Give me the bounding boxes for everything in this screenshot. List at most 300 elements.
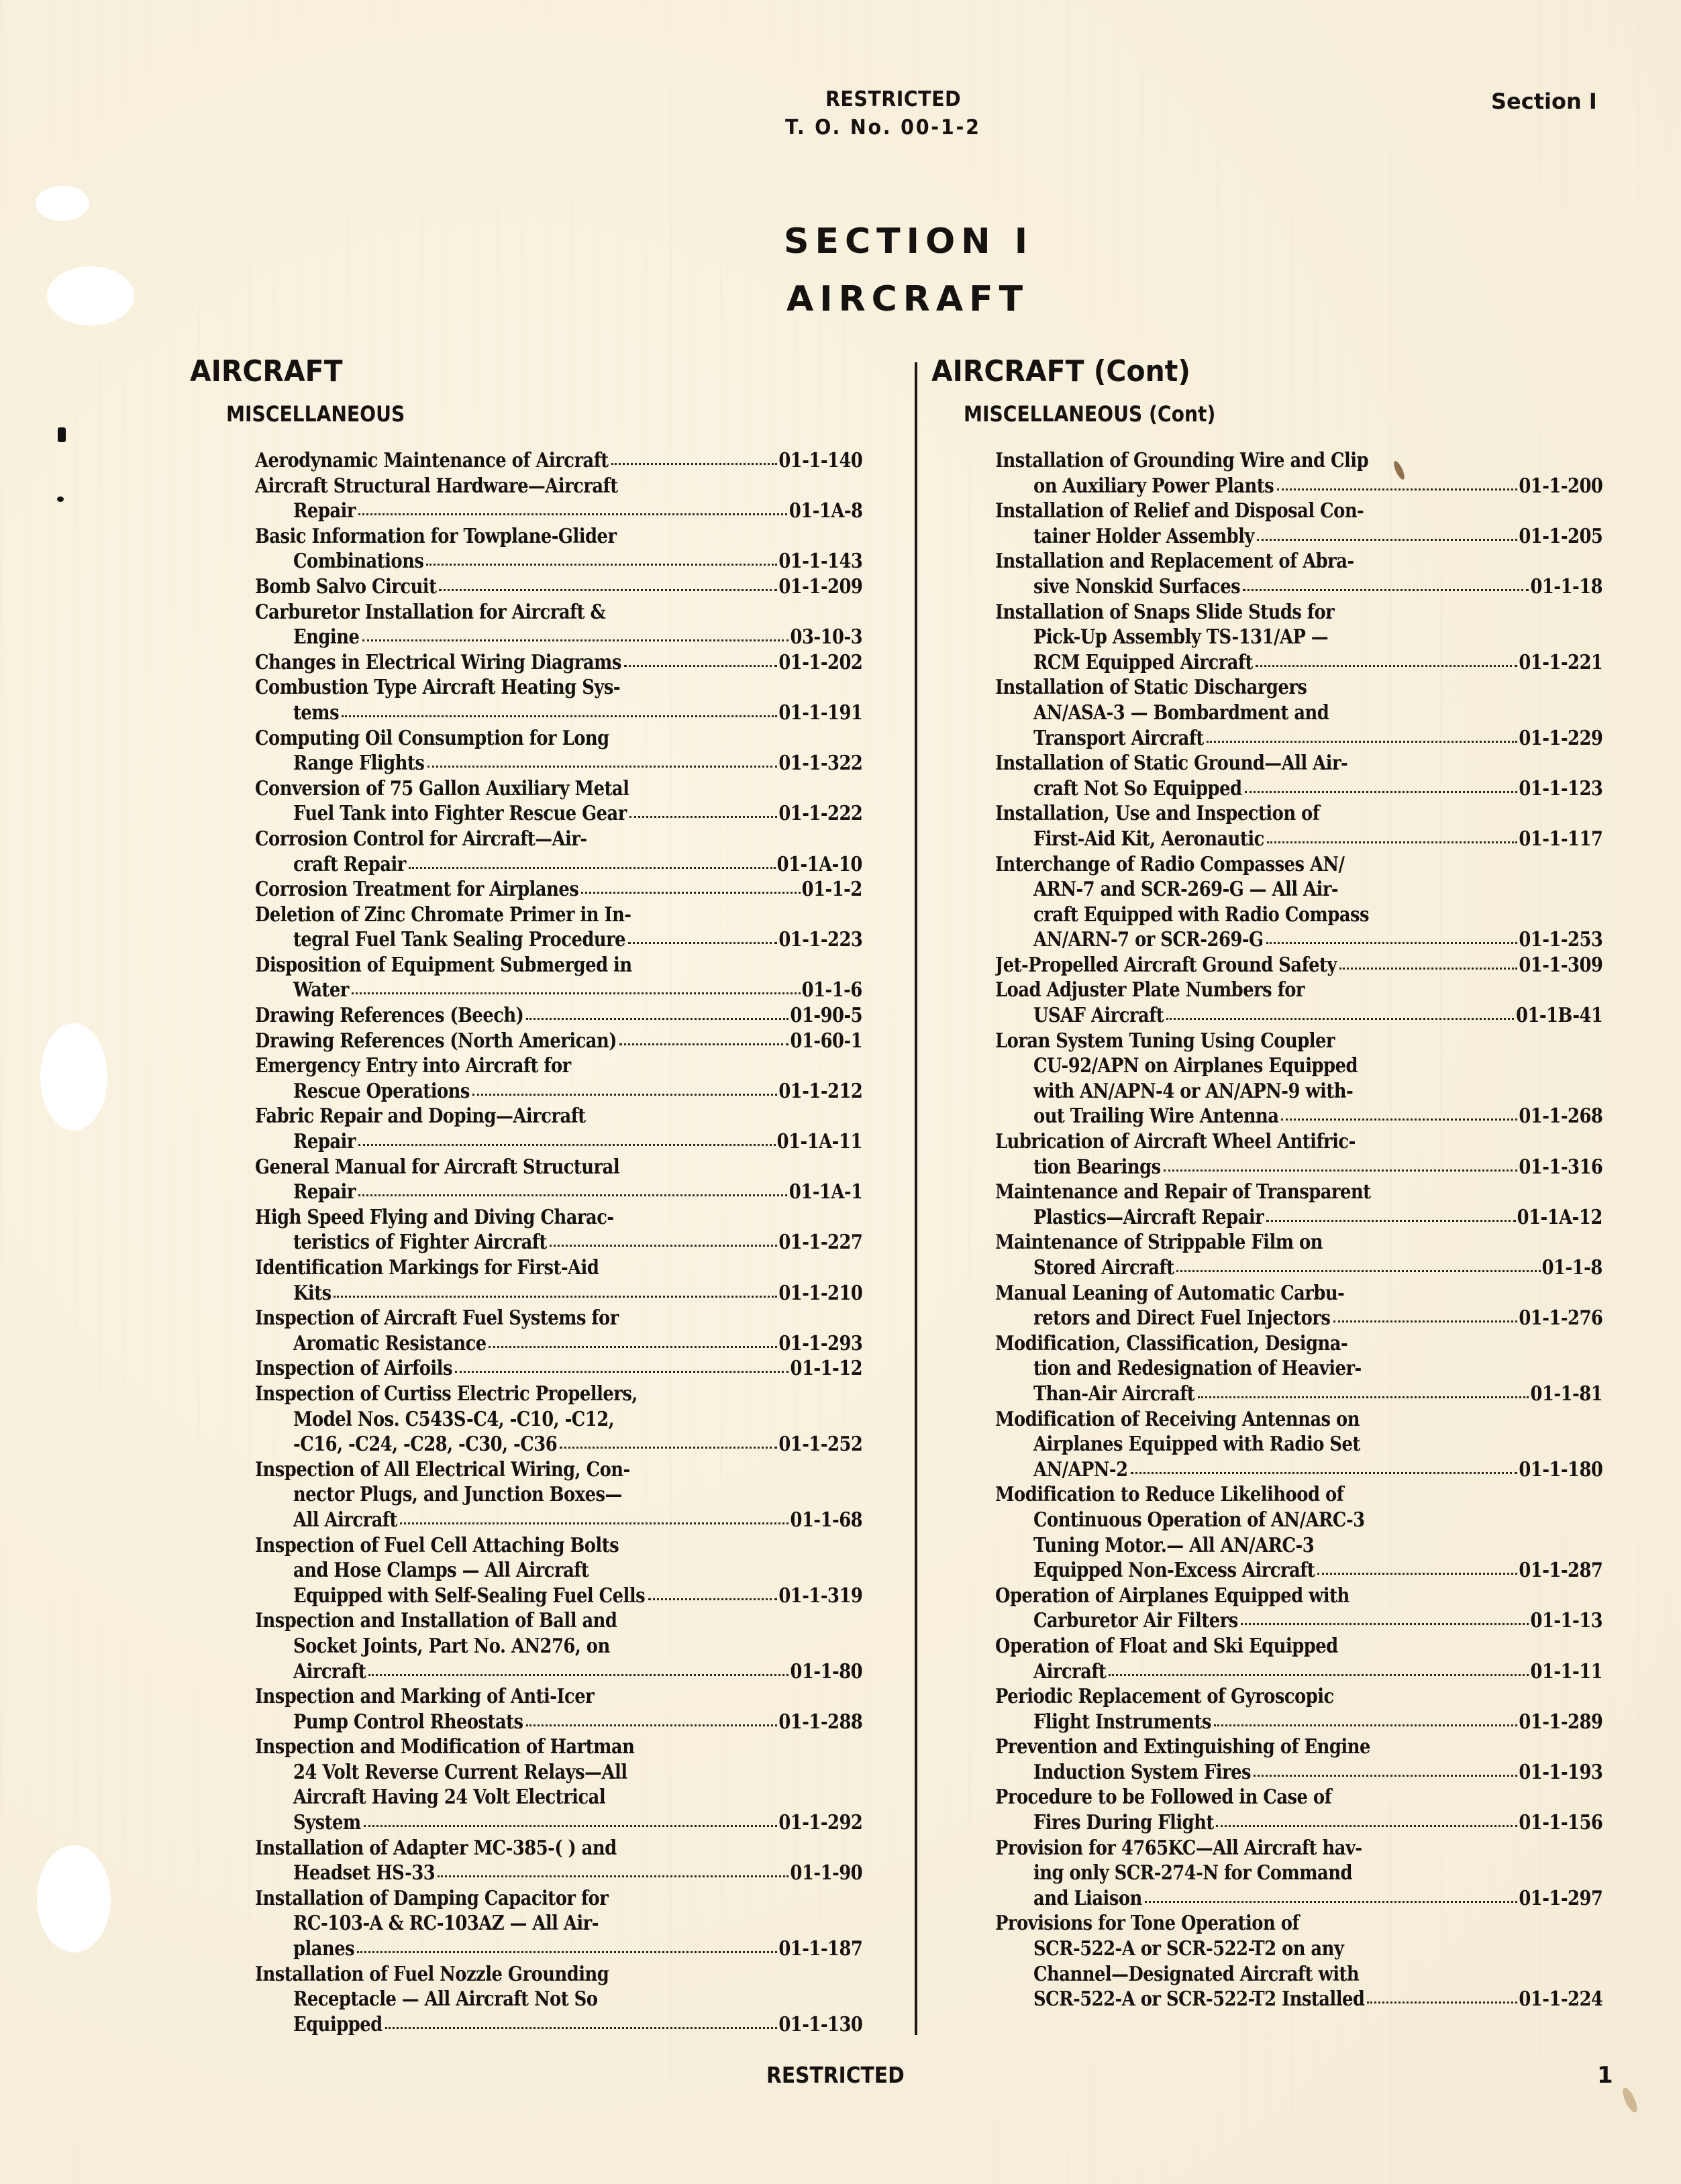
entry-title-text: Equipped Non-Excess Aircraft (1033, 1559, 1315, 1583)
dot-leader (1243, 589, 1529, 591)
dot-leader (1241, 1623, 1529, 1625)
entry-continuation-line (995, 1987, 1602, 2012)
entry-continuation-line (255, 1180, 862, 1205)
technical-order-number: 01-1A-10 (776, 852, 862, 876)
entry-title-text: Bomb Salvo Circuit (255, 574, 437, 599)
dot-leader (1216, 1825, 1517, 1827)
technical-order-number: 01-60-1 (790, 1029, 862, 1053)
index-entry (255, 1029, 862, 1054)
index-entry (995, 499, 1602, 549)
left-column-heading: AIRCRAFT (190, 354, 343, 388)
dot-leader (1277, 488, 1517, 490)
index-entry (255, 1886, 862, 1962)
entry-title-line (255, 1053, 862, 1079)
dot-leader (357, 1951, 776, 1953)
technical-order-number: 01-1-13 (1530, 1609, 1602, 1633)
dot-leader (1207, 741, 1517, 743)
entry-continuation-line (255, 1432, 862, 1457)
entry-title-text: Installation of Static Dischargers (995, 676, 1307, 700)
entry-continuation-line (995, 1079, 1602, 1104)
technical-order-number: 01-1A-11 (776, 1130, 862, 1154)
entry-continuation-line (995, 1255, 1602, 1281)
index-entry (995, 751, 1602, 801)
entry-title-text: Channel—Designated Aircraft with (1033, 1962, 1360, 1986)
index-entry (255, 650, 862, 676)
entry-title-text: Inspection of All Electrical Wiring, Con- (255, 1457, 630, 1481)
right-index-list (995, 448, 1602, 2012)
entry-title-text: Modification, Classification, Designa- (995, 1331, 1348, 1355)
index-entry (255, 1836, 862, 1886)
dot-leader (489, 1346, 776, 1348)
left-column-subheading: MISCELLANEOUS (226, 401, 405, 427)
index-entry (995, 1180, 1602, 1230)
entry-title-text: Deletion of Zinc Chromate Primer in In- (255, 902, 631, 927)
index-entry (255, 1306, 862, 1356)
dot-leader (628, 942, 777, 944)
entry-title-line (255, 1104, 862, 1129)
dot-leader (1266, 1220, 1516, 1222)
entry-title-line (255, 1836, 862, 1861)
entry-title-text: Aircraft (293, 1659, 366, 1683)
technical-order-number: 01-1-202 (778, 650, 862, 674)
page-title-section: SECTION I (784, 221, 1034, 262)
entry-continuation-line (995, 927, 1602, 953)
entry-title-text: -C16, -C24, -C28, -C30, -C36 (293, 1433, 558, 1457)
entry-title-text: RCM Equipped Aircraft (1033, 650, 1253, 674)
entry-title-line (995, 1684, 1602, 1710)
entry-title-text: Installation and Replacement of Abra- (995, 550, 1354, 574)
index-entry (255, 1205, 862, 1255)
technical-order-number: 01-1-140 (778, 449, 862, 472)
entry-title-text: Range Flights (293, 751, 425, 776)
entry-continuation-line (255, 1331, 862, 1357)
entry-continuation-line (995, 1306, 1602, 1331)
entry-title-text: Operation of Airplanes Equipped with (995, 1583, 1349, 1608)
index-entry (255, 1457, 862, 1533)
dot-leader (1267, 841, 1517, 843)
entry-title-text: Repair (293, 1130, 356, 1154)
paper-stain (1620, 2086, 1640, 2114)
entry-title-text: Installation of Static Ground—All Air- (995, 751, 1348, 776)
dot-leader (368, 1674, 788, 1676)
entry-title-text: Identification Markings for First-Aid (255, 1256, 599, 1280)
entry-title-line (255, 574, 862, 600)
entry-continuation-line (255, 499, 862, 524)
index-entry (995, 1407, 1602, 1483)
entry-title-text: sive Nonskid Surfaces (1033, 574, 1241, 599)
dot-leader (362, 639, 789, 641)
dot-leader (1164, 1169, 1517, 1172)
index-entry (255, 1356, 862, 1382)
entry-title-text: Installation of Relief and Disposal Con- (995, 499, 1364, 523)
entry-title-text: Headset HS-33 (293, 1861, 436, 1885)
entry-continuation-line (995, 1356, 1602, 1382)
dot-leader (358, 1144, 776, 1146)
entry-title-line (255, 1003, 862, 1029)
dot-leader (1131, 1472, 1517, 1474)
entry-title-text: Equipped with Self-Sealing Fuel Cells (293, 1583, 646, 1608)
entry-title-text: ARN-7 and SCR-269-G — All Air- (1033, 878, 1339, 902)
entry-title-line (255, 1533, 862, 1559)
technical-order-number: 01-1B-41 (1515, 1004, 1602, 1028)
dot-leader (1339, 968, 1517, 970)
binder-hole-upper (47, 266, 134, 325)
technical-order-number: 01-1-297 (1518, 1886, 1602, 1910)
left-index-list (255, 448, 862, 2037)
index-entry (255, 726, 862, 776)
entry-title-text: tion Bearings (1033, 1155, 1161, 1179)
entry-title-line (255, 474, 862, 499)
entry-continuation-line (995, 474, 1602, 499)
entry-title-line (995, 852, 1602, 878)
entry-continuation-line (995, 625, 1602, 650)
entry-continuation-line (255, 978, 862, 1003)
entry-title-text: Conversion of 75 Gallon Auxiliary Metal (255, 776, 629, 800)
entry-title-line (995, 801, 1602, 827)
entry-title-line (995, 1180, 1602, 1205)
technical-order-number: 01-1-130 (778, 2012, 862, 2036)
entry-continuation-line (995, 1710, 1602, 1735)
entry-title-text: Transport Aircraft (1033, 726, 1204, 750)
entry-title-line (995, 1029, 1602, 1054)
entry-continuation-line (995, 1104, 1602, 1129)
index-entry (255, 675, 862, 725)
entry-continuation-line (255, 1079, 862, 1104)
entry-continuation-line (995, 1382, 1602, 1407)
index-entry (255, 827, 862, 877)
entry-title-text: First-Aid Kit, Aeronautic (1033, 827, 1264, 851)
entry-continuation-line (995, 1760, 1602, 1785)
entry-title-text: Continuous Operation of AN/ARC-3 (1033, 1508, 1365, 1532)
entry-continuation-line (995, 574, 1602, 600)
technical-order-number: 01-1-276 (1518, 1306, 1602, 1331)
entry-title-text: All Aircraft (293, 1508, 397, 1532)
entry-title-line (995, 600, 1602, 625)
technical-order-number: 01-1-6 (801, 978, 862, 1002)
index-entry (255, 953, 862, 1003)
index-entry (995, 1684, 1602, 1734)
entry-title-text: Flight Instruments (1033, 1710, 1211, 1734)
entry-title-text: and Hose Clamps — All Aircraft (293, 1559, 589, 1583)
entry-title-text: tegral Fuel Tank Sealing Procedure (293, 928, 626, 952)
dot-leader (455, 1371, 789, 1373)
entry-title-line (995, 751, 1602, 776)
index-entry (255, 1155, 862, 1205)
entry-title-text: out Trailing Wire Antenna (1033, 1104, 1279, 1129)
entry-title-text: retors and Direct Fuel Injectors (1033, 1306, 1331, 1331)
dot-leader (426, 564, 776, 566)
entry-title-text: Fires During Flight (1033, 1811, 1214, 1835)
entry-title-text: craft Not So Equipped (1033, 776, 1242, 800)
dot-leader (619, 1043, 789, 1045)
index-entry (255, 574, 862, 600)
technical-order-number: 01-1-205 (1518, 524, 1602, 548)
entry-title-text: Equipped (293, 2012, 383, 2036)
entry-title-text: Inspection of Fuel Cell Attaching Bolts (255, 1533, 619, 1557)
entry-title-text: System (293, 1811, 361, 1835)
entry-title-text: Carburetor Installation for Aircraft & (255, 600, 606, 624)
entry-title-text: on Auxiliary Power Plants (1033, 474, 1274, 498)
entry-title-line (255, 1205, 862, 1231)
entry-continuation-line (255, 1785, 862, 1810)
entry-title-text: tion and Redesignation of Heavier- (1033, 1357, 1362, 1381)
entry-title-line (255, 1306, 862, 1331)
technical-order-number: 01-1A-1 (788, 1180, 862, 1204)
entry-title-line (255, 675, 862, 700)
dot-leader (1198, 1396, 1529, 1398)
entry-continuation-line (995, 1205, 1602, 1231)
dot-leader (439, 589, 777, 591)
entry-continuation-line (255, 1281, 862, 1306)
index-entry (995, 448, 1602, 499)
dot-leader (358, 1194, 787, 1196)
technical-order-number: 01-1-80 (790, 1659, 862, 1683)
entry-title-line (995, 1129, 1602, 1155)
entry-title-text: Repair (293, 499, 356, 523)
technical-order-number: 01-1-229 (1518, 726, 1602, 750)
entry-title-text: ing only SCR-274-N for Command (1033, 1861, 1353, 1885)
entry-title-text: Plastics—Aircraft Repair (1033, 1205, 1264, 1229)
entry-title-text: Maintenance and Repair of Transparent (995, 1180, 1371, 1204)
dot-leader (472, 1094, 777, 1096)
entry-continuation-line (995, 1457, 1602, 1483)
entry-title-line (995, 978, 1602, 1003)
dot-leader (400, 1522, 788, 1524)
entry-title-line (255, 448, 862, 474)
entry-title-line (255, 726, 862, 751)
entry-title-text: Manual Leaning of Automatic Carbu- (995, 1281, 1345, 1305)
page-title-subject: AIRCRAFT (786, 279, 1029, 319)
technical-order-number: 01-1-12 (790, 1357, 862, 1381)
technical-order-number: 01-1-68 (790, 1508, 862, 1532)
index-entry (255, 600, 862, 650)
index-entry (995, 953, 1602, 978)
entry-title-text: Combinations (293, 550, 424, 574)
entry-continuation-line (255, 549, 862, 574)
entry-title-text: Load Adjuster Plate Numbers for (995, 978, 1305, 1002)
technical-order-number: 01-1-287 (1518, 1559, 1602, 1583)
entry-title-line (255, 827, 862, 852)
entry-title-line (995, 1734, 1602, 1760)
dot-leader (1256, 665, 1517, 667)
technical-order-number: 01-1-8 (1541, 1256, 1602, 1280)
entry-title-line (995, 448, 1602, 474)
dot-leader (581, 892, 801, 894)
entry-title-text: Installation of Grounding Wire and Clip (995, 449, 1369, 472)
index-entry (255, 524, 862, 574)
right-column-subheading: MISCELLANEOUS (Cont) (964, 401, 1216, 427)
technical-order-number: 01-1-288 (778, 1710, 862, 1734)
entry-continuation-line (995, 1962, 1602, 1987)
entry-title-line (255, 1886, 862, 1912)
entry-continuation-line (255, 625, 862, 650)
entry-title-text: Inspection of Aircraft Fuel Systems for (255, 1306, 619, 1331)
entry-continuation-line (255, 1911, 862, 1936)
dot-leader (611, 463, 776, 465)
entry-continuation-line (995, 1886, 1602, 1912)
entry-title-line (255, 1684, 862, 1710)
technical-order-number: 01-1-253 (1518, 928, 1602, 952)
technical-order-number: 01-1-81 (1530, 1382, 1602, 1406)
entry-title-line (255, 877, 862, 902)
entry-title-text: Engine (293, 625, 360, 649)
technical-order-number: 01-1-316 (1518, 1155, 1602, 1179)
entry-title-text: Aerodynamic Maintenance of Aircraft (255, 449, 609, 472)
technical-order-number: 01-1-18 (1530, 574, 1602, 599)
entry-continuation-line (995, 1659, 1602, 1685)
entry-title-text: with AN/APN-4 or AN/APN-9 with- (1033, 1079, 1354, 1103)
index-entry (255, 448, 862, 474)
dot-leader (1176, 1270, 1541, 1272)
entry-continuation-line (995, 1003, 1602, 1029)
entry-continuation-line (995, 700, 1602, 726)
entry-continuation-line (995, 1432, 1602, 1457)
header-classification: RESTRICTED (825, 87, 962, 111)
entry-title-text: tainer Holder Assembly (1033, 524, 1254, 548)
entry-title-text: AN/APN-2 (1033, 1457, 1128, 1481)
index-entry (995, 978, 1602, 1028)
entry-continuation-line (255, 1710, 862, 1735)
entry-title-line (995, 499, 1602, 524)
entry-title-text: Model Nos. C543S-C4, -C10, -C12, (293, 1407, 615, 1431)
entry-title-text: Corrosion Treatment for Airplanes (255, 878, 579, 902)
binder-hole-top (36, 186, 89, 221)
index-entry (255, 877, 862, 902)
index-entry (995, 1482, 1602, 1583)
index-entry (255, 1382, 862, 1457)
entry-continuation-line (995, 1508, 1602, 1533)
entry-title-text: Aircraft (1033, 1659, 1107, 1683)
footer-classification: RESTRICTED (766, 2062, 905, 2088)
index-entry (255, 1104, 862, 1154)
technical-order-number: 01-1-293 (778, 1331, 862, 1355)
entry-title-text: 24 Volt Reverse Current Relays—All (293, 1760, 627, 1784)
entry-title-line (255, 1457, 862, 1483)
entry-title-text: nector Plugs, and Junction Boxes— (293, 1483, 622, 1507)
entry-continuation-line (995, 1558, 1602, 1583)
technical-order-number: 01-1-309 (1518, 953, 1602, 977)
page-number: 1 (1597, 2062, 1613, 2089)
dot-leader (648, 1598, 777, 1600)
index-entry (995, 1785, 1602, 1835)
dot-leader (624, 665, 777, 667)
technical-order-number: 01-1-222 (778, 802, 862, 826)
dot-leader (352, 992, 801, 994)
entry-title-text: Basic Information for Towplane-Glider (255, 524, 617, 548)
technical-order-number: 01-1-210 (778, 1281, 862, 1305)
dot-leader (342, 715, 776, 717)
technical-order-number: 01-1-224 (1518, 1987, 1602, 2012)
entry-continuation-line (255, 1936, 862, 1962)
entry-continuation-line (995, 726, 1602, 751)
index-entry (995, 675, 1602, 751)
technical-order-number: 01-1-200 (1518, 474, 1602, 498)
dot-leader (1266, 942, 1517, 944)
index-entry (995, 1281, 1602, 1331)
index-entry (995, 600, 1602, 676)
entry-title-text: Procedure to be Followed in Case of (995, 1785, 1332, 1810)
scan-mark (58, 427, 66, 442)
entry-title-text: Aircraft Having 24 Volt Electrical (293, 1785, 606, 1810)
entry-title-text: Kits (293, 1281, 332, 1305)
technical-order-number: 01-1-90 (790, 1861, 862, 1885)
entry-title-text: High Speed Flying and Diving Charac- (255, 1205, 614, 1229)
technical-order-number: 01-1-223 (778, 928, 862, 952)
entry-title-line (255, 524, 862, 550)
dot-leader (1367, 2001, 1517, 2004)
header-to-number: T. O. No. 00-1-2 (785, 115, 981, 140)
technical-order-number: 01-1-11 (1530, 1659, 1602, 1683)
dot-leader (550, 1245, 777, 1247)
entry-title-line (255, 1382, 862, 1407)
entry-title-text: Repair (293, 1180, 356, 1204)
dot-leader (1109, 1674, 1529, 1676)
index-entry (255, 902, 862, 953)
entry-title-text: teristics of Fighter Aircraft (293, 1231, 547, 1255)
entry-title-text: Fabric Repair and Doping—Aircraft (255, 1104, 586, 1129)
entry-continuation-line (255, 1129, 862, 1155)
entry-title-text: Loran System Tuning Using Coupler (995, 1029, 1335, 1053)
entry-title-text: Corrosion Control for Aircraft—Air- (255, 827, 587, 851)
index-entry (255, 1962, 862, 2038)
right-column-heading: AIRCRAFT (Cont) (931, 354, 1190, 388)
header-section-label: Section I (1491, 89, 1597, 114)
dot-leader (409, 867, 776, 869)
entry-title-text: CU-92/APN on Airplanes Equipped (1033, 1054, 1358, 1078)
index-entry (255, 474, 862, 524)
entry-title-line (255, 1255, 862, 1281)
entry-title-line (255, 1155, 862, 1180)
entry-title-text: Inspection and Installation of Ball and (255, 1609, 617, 1633)
entry-title-text: Emergency Entry into Aircraft for (255, 1054, 571, 1078)
index-entry (995, 1029, 1602, 1129)
technical-order-number: 01-1-143 (778, 550, 862, 574)
entry-title-line (995, 1785, 1602, 1810)
entry-title-text: Airplanes Equipped with Radio Set (1033, 1433, 1360, 1457)
index-entry (255, 1608, 862, 1684)
entry-title-line (255, 776, 862, 802)
entry-continuation-line (255, 751, 862, 776)
entry-title-text: Computing Oil Consumption for Long (255, 726, 609, 750)
entry-title-text: Inspection and Modification of Hartman (255, 1735, 635, 1759)
dot-leader (1214, 1724, 1517, 1726)
technical-order-number: 01-1-193 (1518, 1760, 1602, 1784)
entry-continuation-line (995, 1861, 1602, 1886)
entry-title-text: Stored Aircraft (1033, 1256, 1174, 1280)
entry-continuation-line (255, 1861, 862, 1886)
index-entry (995, 1734, 1602, 1785)
index-entry (995, 1230, 1602, 1280)
dot-leader (1333, 1320, 1517, 1322)
technical-order-number: 01-1-289 (1518, 1710, 1602, 1734)
entry-title-text: AN/ARN-7 or SCR-269-G (1033, 928, 1264, 952)
entry-title-text: Installation, Use and Inspection of (995, 802, 1320, 826)
entry-title-text: Installation of Snaps Slide Studs for (995, 600, 1335, 624)
entry-title-line (995, 549, 1602, 574)
dot-leader (364, 1825, 777, 1827)
entry-continuation-line (255, 1482, 862, 1508)
entry-title-line (995, 1331, 1602, 1357)
technical-order-number: 01-1-268 (1518, 1104, 1602, 1129)
technical-order-number: 03-10-3 (790, 625, 862, 649)
entry-continuation-line (995, 1053, 1602, 1079)
entry-continuation-line (255, 1987, 862, 2012)
dot-leader (1317, 1573, 1517, 1575)
technical-order-number: 01-1-187 (778, 1937, 862, 1961)
entry-title-text: Inspection and Marking of Anti-Icer (255, 1685, 595, 1709)
dot-leader (1257, 539, 1517, 541)
entry-title-text: USAF Aircraft (1033, 1004, 1164, 1028)
